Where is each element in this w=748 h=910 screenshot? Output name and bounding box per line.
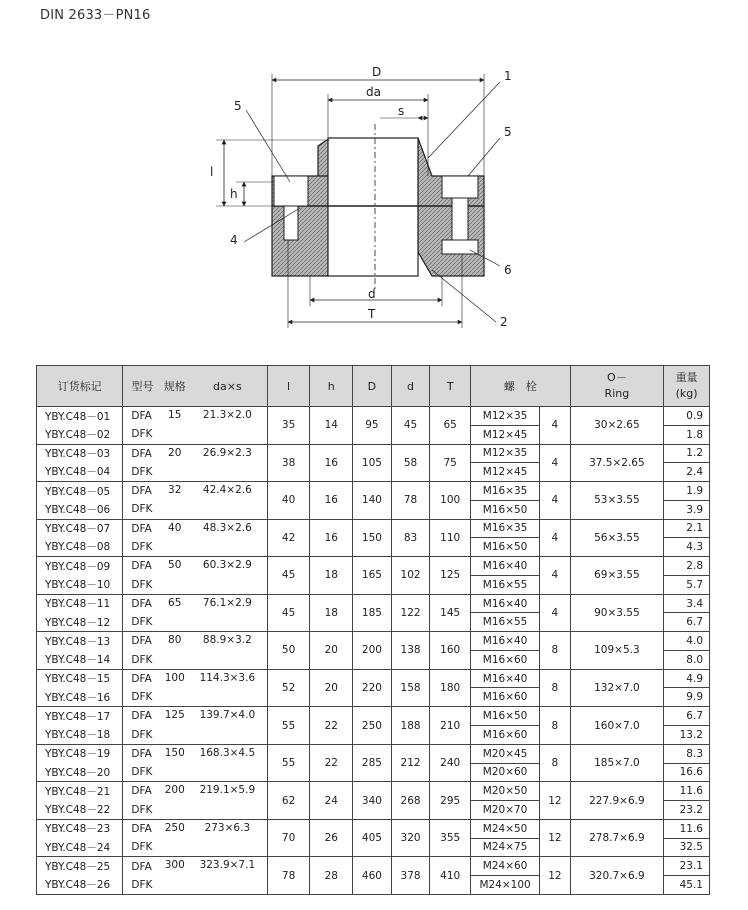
D-cell: 185 xyxy=(353,594,392,632)
col-model: 型号 xyxy=(123,366,162,407)
bolt-size: M12×45 xyxy=(471,425,540,444)
model-code: DFA xyxy=(123,444,162,463)
l-cell: 45 xyxy=(267,594,310,632)
model-code: DFK xyxy=(123,613,162,632)
bolt-size: M16×50 xyxy=(471,707,540,726)
oring-cell: 160×7.0 xyxy=(570,707,664,745)
callout-6: 6 xyxy=(504,263,512,277)
model-code: DFA xyxy=(123,594,162,613)
bolt-size: M16×40 xyxy=(471,594,540,613)
D-cell: 220 xyxy=(353,669,392,707)
l-cell: 35 xyxy=(267,407,310,445)
col-bolt: 螺 栓 xyxy=(471,366,571,407)
table-row xyxy=(37,557,710,576)
order-code: YBY.C48－24 xyxy=(37,838,123,857)
weight-cell: 32.5 xyxy=(664,838,710,857)
order-code: YBY.C48－08 xyxy=(37,538,123,557)
size-cell: 40 xyxy=(162,519,188,557)
model-code: DFK xyxy=(123,876,162,895)
order-code: YBY.C48－15 xyxy=(37,669,123,688)
col-l: l xyxy=(267,366,310,407)
d-cell: 212 xyxy=(391,744,430,782)
weight-cell: 8.0 xyxy=(664,650,710,669)
table-row xyxy=(37,482,710,501)
bolt-size: M24×50 xyxy=(471,819,540,838)
oring-cell: 278.7×6.9 xyxy=(570,819,664,857)
weight-cell: 23.1 xyxy=(664,857,710,876)
D-cell: 140 xyxy=(353,482,392,520)
table-row xyxy=(37,669,710,688)
left-bolt-shank xyxy=(284,206,298,240)
table-row xyxy=(37,782,710,801)
table-row xyxy=(37,444,710,463)
d-cell: 378 xyxy=(391,857,430,895)
right-nut xyxy=(442,240,478,254)
D-cell: 95 xyxy=(353,407,392,445)
h-cell: 20 xyxy=(310,632,353,670)
T-cell: 160 xyxy=(430,632,471,670)
weight-cell: 45.1 xyxy=(664,876,710,895)
da-s-cell: 88.9×3.2 xyxy=(188,632,267,670)
size-cell: 100 xyxy=(162,669,188,707)
order-code: YBY.C48－07 xyxy=(37,519,123,538)
table-header-row xyxy=(37,366,710,407)
h-cell: 16 xyxy=(310,482,353,520)
l-cell: 52 xyxy=(267,669,310,707)
order-code: YBY.C48－05 xyxy=(37,482,123,501)
callout-5-left: 5 xyxy=(234,99,242,113)
bolt-size: M20×45 xyxy=(471,744,540,763)
table-row xyxy=(37,632,710,651)
weight-cell: 1.2 xyxy=(664,444,710,463)
size-cell: 80 xyxy=(162,632,188,670)
T-cell: 100 xyxy=(430,482,471,520)
bolt-count: 4 xyxy=(540,482,570,520)
h-cell: 18 xyxy=(310,594,353,632)
da-s-cell: 114.3×3.6 xyxy=(188,669,267,707)
col-order: 订货标记 xyxy=(37,366,123,407)
model-code: DFK xyxy=(123,650,162,669)
weight-cell: 1.8 xyxy=(664,425,710,444)
d-cell: 58 xyxy=(391,444,430,482)
dim-h-label: h xyxy=(230,187,238,201)
model-code: DFA xyxy=(123,819,162,838)
model-code: DFA xyxy=(123,669,162,688)
order-code: YBY.C48－19 xyxy=(37,744,123,763)
order-code: YBY.C48－13 xyxy=(37,632,123,651)
l-cell: 40 xyxy=(267,482,310,520)
model-code: DFA xyxy=(123,782,162,801)
bolt-count: 12 xyxy=(540,819,570,857)
l-cell: 55 xyxy=(267,707,310,745)
bolt-count: 4 xyxy=(540,407,570,445)
bolt-size: M12×45 xyxy=(471,463,540,482)
d-cell: 83 xyxy=(391,519,430,557)
h-cell: 16 xyxy=(310,519,353,557)
oring-cell: 37.5×2.65 xyxy=(570,444,664,482)
T-cell: 240 xyxy=(430,744,471,782)
T-cell: 145 xyxy=(430,594,471,632)
dim-s-label: s xyxy=(398,104,405,118)
size-cell: 15 xyxy=(162,407,188,445)
bolt-size: M16×60 xyxy=(471,688,540,707)
l-cell: 38 xyxy=(267,444,310,482)
col-size: 规格 xyxy=(162,366,188,407)
model-code: DFK xyxy=(123,801,162,820)
size-cell: 200 xyxy=(162,782,188,820)
da-s-cell: 273×6.3 xyxy=(188,819,267,857)
callout-1: 1 xyxy=(504,69,512,83)
order-code: YBY.C48－25 xyxy=(37,857,123,876)
T-cell: 125 xyxy=(430,557,471,595)
da-s-cell: 168.3×4.5 xyxy=(188,744,267,782)
order-code: YBY.C48－02 xyxy=(37,425,123,444)
weight-cell: 11.6 xyxy=(664,819,710,838)
size-cell: 300 xyxy=(162,857,188,895)
weight-cell: 9.9 xyxy=(664,688,710,707)
weight-cell: 4.9 xyxy=(664,669,710,688)
bolt-size: M20×50 xyxy=(471,782,540,801)
order-code: YBY.C48－03 xyxy=(37,444,123,463)
bolt-count: 12 xyxy=(540,782,570,820)
oring-cell: 30×2.65 xyxy=(570,407,664,445)
dim-T-label: T xyxy=(368,307,376,321)
weight-cell: 8.3 xyxy=(664,744,710,763)
order-code: YBY.C48－01 xyxy=(37,407,123,426)
bolt-size: M16×35 xyxy=(471,519,540,538)
weight-cell: 23.2 xyxy=(664,801,710,820)
table-row xyxy=(37,819,710,838)
l-cell: 78 xyxy=(267,857,310,895)
bolt-size: M16×60 xyxy=(471,650,540,669)
da-s-cell: 26.9×2.3 xyxy=(188,444,267,482)
model-code: DFK xyxy=(123,463,162,482)
weight-cell: 3.9 xyxy=(664,500,710,519)
D-cell: 105 xyxy=(353,444,392,482)
D-cell: 460 xyxy=(353,857,392,895)
da-s-cell: 219.1×5.9 xyxy=(188,782,267,820)
da-s-cell: 42.4×2.6 xyxy=(188,482,267,520)
weight-cell: 3.4 xyxy=(664,594,710,613)
weight-cell: 4.0 xyxy=(664,632,710,651)
weight-cell: 6.7 xyxy=(664,707,710,726)
model-code: DFK xyxy=(123,763,162,782)
T-cell: 180 xyxy=(430,669,471,707)
model-code: DFK xyxy=(123,538,162,557)
model-code: DFA xyxy=(123,482,162,501)
model-code: DFA xyxy=(123,857,162,876)
da-s-cell: 60.3×2.9 xyxy=(188,557,267,595)
d-cell: 78 xyxy=(391,482,430,520)
bolt-size: M20×70 xyxy=(471,801,540,820)
size-cell: 32 xyxy=(162,482,188,520)
bolt-size: M24×75 xyxy=(471,838,540,857)
D-cell: 250 xyxy=(353,707,392,745)
h-cell: 28 xyxy=(310,857,353,895)
table-row xyxy=(37,707,710,726)
model-code: DFK xyxy=(123,500,162,519)
dim-l-label: l xyxy=(210,165,214,179)
model-code: DFA xyxy=(123,407,162,426)
model-code: DFA xyxy=(123,707,162,726)
l-cell: 62 xyxy=(267,782,310,820)
D-cell: 405 xyxy=(353,819,392,857)
pipe-bore xyxy=(328,138,418,276)
d-cell: 320 xyxy=(391,819,430,857)
weight-cell: 0.9 xyxy=(664,407,710,426)
D-cell: 150 xyxy=(353,519,392,557)
size-cell: 250 xyxy=(162,819,188,857)
oring-cell: 53×3.55 xyxy=(570,482,664,520)
d-cell: 268 xyxy=(391,782,430,820)
d-cell: 102 xyxy=(391,557,430,595)
h-cell: 18 xyxy=(310,557,353,595)
l-cell: 70 xyxy=(267,819,310,857)
document-title: DIN 2633－PN16 xyxy=(40,8,151,23)
D-cell: 340 xyxy=(353,782,392,820)
D-cell: 200 xyxy=(353,632,392,670)
h-cell: 24 xyxy=(310,782,353,820)
h-cell: 20 xyxy=(310,669,353,707)
dim-da-label: da xyxy=(366,85,381,99)
order-code: YBY.C48－18 xyxy=(37,726,123,745)
bolt-count: 8 xyxy=(540,707,570,745)
l-cell: 50 xyxy=(267,632,310,670)
T-cell: 410 xyxy=(430,857,471,895)
size-cell: 125 xyxy=(162,707,188,745)
dim-D-label: D xyxy=(372,65,382,79)
h-cell: 22 xyxy=(310,707,353,745)
size-cell: 65 xyxy=(162,594,188,632)
order-code: YBY.C48－10 xyxy=(37,575,123,594)
right-bolt-head xyxy=(442,176,478,198)
bolt-size: M16×55 xyxy=(471,575,540,594)
T-cell: 295 xyxy=(430,782,471,820)
l-cell: 55 xyxy=(267,744,310,782)
bolt-size: M16×60 xyxy=(471,726,540,745)
order-code: YBY.C48－09 xyxy=(37,557,123,576)
da-s-cell: 323.9×7.1 xyxy=(188,857,267,895)
weight-cell: 4.3 xyxy=(664,538,710,557)
order-code: YBY.C48－04 xyxy=(37,463,123,482)
weight-cell: 13.2 xyxy=(664,726,710,745)
model-code: DFK xyxy=(123,425,162,444)
model-code: DFA xyxy=(123,519,162,538)
bolt-size: M16×40 xyxy=(471,669,540,688)
bolt-count: 4 xyxy=(540,594,570,632)
T-cell: 65 xyxy=(430,407,471,445)
da-s-cell: 139.7×4.0 xyxy=(188,707,267,745)
oring-cell: 320.7×6.9 xyxy=(570,857,664,895)
da-s-cell: 21.3×2.0 xyxy=(188,407,267,445)
bolt-size: M16×55 xyxy=(471,613,540,632)
oring-cell: 132×7.0 xyxy=(570,669,664,707)
order-code: YBY.C48－14 xyxy=(37,650,123,669)
d-cell: 45 xyxy=(391,407,430,445)
d-cell: 158 xyxy=(391,669,430,707)
oring-cell: 56×3.55 xyxy=(570,519,664,557)
bolt-count: 8 xyxy=(540,669,570,707)
T-cell: 210 xyxy=(430,707,471,745)
h-cell: 16 xyxy=(310,444,353,482)
left-flange-section xyxy=(272,138,330,276)
order-code: YBY.C48－21 xyxy=(37,782,123,801)
order-code: YBY.C48－06 xyxy=(37,500,123,519)
bolt-size: M12×35 xyxy=(471,444,540,463)
model-code: DFK xyxy=(123,575,162,594)
callout-2: 2 xyxy=(500,315,508,329)
model-code: DFA xyxy=(123,744,162,763)
oring-cell: 227.9×6.9 xyxy=(570,782,664,820)
h-cell: 14 xyxy=(310,407,353,445)
col-h: h xyxy=(310,366,353,407)
da-s-cell: 76.1×2.9 xyxy=(188,594,267,632)
size-cell: 150 xyxy=(162,744,188,782)
order-code: YBY.C48－17 xyxy=(37,707,123,726)
D-cell: 165 xyxy=(353,557,392,595)
order-code: YBY.C48－20 xyxy=(37,763,123,782)
d-cell: 122 xyxy=(391,594,430,632)
T-cell: 75 xyxy=(430,444,471,482)
bolt-size: M16×35 xyxy=(471,482,540,501)
l-cell: 42 xyxy=(267,519,310,557)
weight-cell: 5.7 xyxy=(664,575,710,594)
col-T: T xyxy=(430,366,471,407)
model-code: DFK xyxy=(123,838,162,857)
bolt-size: M16×50 xyxy=(471,500,540,519)
bolt-size: M16×50 xyxy=(471,538,540,557)
D-cell: 285 xyxy=(353,744,392,782)
size-cell: 20 xyxy=(162,444,188,482)
table-row xyxy=(37,594,710,613)
callout-4: 4 xyxy=(230,233,238,247)
bolt-size: M20×60 xyxy=(471,763,540,782)
flange-section-drawing xyxy=(200,58,540,338)
callout-5-right: 5 xyxy=(504,125,512,139)
bolt-count: 4 xyxy=(540,557,570,595)
weight-cell: 2.8 xyxy=(664,557,710,576)
model-code: DFA xyxy=(123,557,162,576)
weight-cell: 11.6 xyxy=(664,782,710,801)
order-code: YBY.C48－22 xyxy=(37,801,123,820)
bolt-count: 4 xyxy=(540,519,570,557)
bolt-count: 8 xyxy=(540,632,570,670)
bolt-size: M24×60 xyxy=(471,857,540,876)
model-code: DFA xyxy=(123,632,162,651)
model-code: DFK xyxy=(123,726,162,745)
spec-table xyxy=(36,365,710,895)
order-code: YBY.C48－16 xyxy=(37,688,123,707)
col-oring: O－ Ring xyxy=(570,366,664,407)
order-code: YBY.C48－26 xyxy=(37,876,123,895)
oring-cell: 69×3.55 xyxy=(570,557,664,595)
bolt-size: M24×100 xyxy=(471,876,540,895)
weight-cell: 1.9 xyxy=(664,482,710,501)
dim-d-label: d xyxy=(368,287,376,301)
table-row xyxy=(37,744,710,763)
table-row xyxy=(37,519,710,538)
weight-cell: 6.7 xyxy=(664,613,710,632)
oring-cell: 109×5.3 xyxy=(570,632,664,670)
bolt-count: 12 xyxy=(540,857,570,895)
l-cell: 45 xyxy=(267,557,310,595)
col-da-s: da×s xyxy=(188,366,267,407)
T-cell: 110 xyxy=(430,519,471,557)
table-row xyxy=(37,407,710,426)
d-cell: 188 xyxy=(391,707,430,745)
oring-cell: 185×7.0 xyxy=(570,744,664,782)
T-cell: 355 xyxy=(430,819,471,857)
d-cell: 138 xyxy=(391,632,430,670)
h-cell: 22 xyxy=(310,744,353,782)
bolt-count: 8 xyxy=(540,744,570,782)
order-code: YBY.C48－23 xyxy=(37,819,123,838)
weight-cell: 16.6 xyxy=(664,763,710,782)
col-d: d xyxy=(391,366,430,407)
order-code: YBY.C48－12 xyxy=(37,613,123,632)
left-bolt-head xyxy=(274,176,308,206)
bolt-size: M16×40 xyxy=(471,557,540,576)
da-s-cell: 48.3×2.6 xyxy=(188,519,267,557)
table-row xyxy=(37,857,710,876)
h-cell: 26 xyxy=(310,819,353,857)
col-D: D xyxy=(353,366,392,407)
oring-cell: 90×3.55 xyxy=(570,594,664,632)
col-weight: 重量 (kg) xyxy=(664,366,710,407)
weight-cell: 2.1 xyxy=(664,519,710,538)
model-code: DFK xyxy=(123,688,162,707)
bolt-size: M16×40 xyxy=(471,632,540,651)
weight-cell: 2.4 xyxy=(664,463,710,482)
bolt-count: 4 xyxy=(540,444,570,482)
bolt-size: M12×35 xyxy=(471,407,540,426)
size-cell: 50 xyxy=(162,557,188,595)
order-code: YBY.C48－11 xyxy=(37,594,123,613)
